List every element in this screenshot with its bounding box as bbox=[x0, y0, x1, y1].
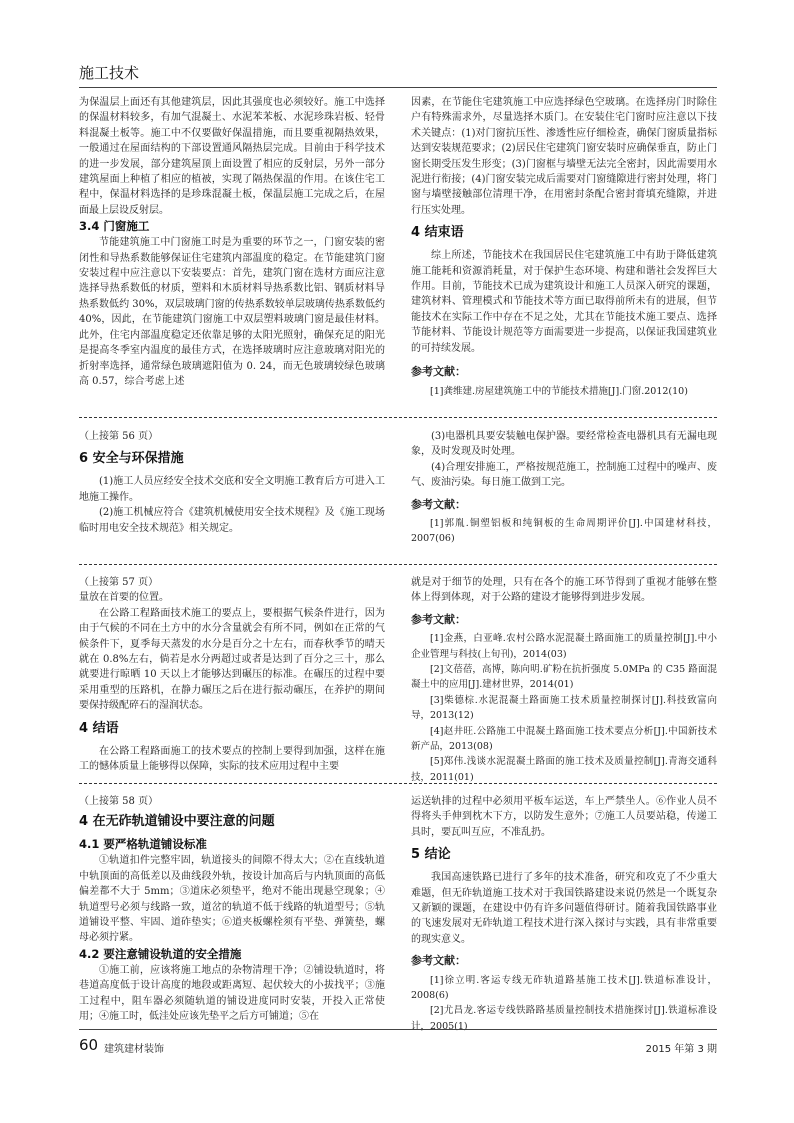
article4-right-continuation: 运送轨排的过程中必须用平板车运送，车上严禁坐人。⑥作业人员不得将头手伸到枕木下方，以防发生意外；⑦施工人员要站稳，传递工具时，要瓦叫互应，不准乱扔。 bbox=[411, 796, 717, 838]
article-divider bbox=[79, 783, 717, 784]
article3-right-continuation: 就是对于细节的处理，只有在各个的施工环节得到了重视才能够在整体上得到体现，对于公路的建设才能够得到进步发展。 bbox=[411, 577, 717, 604]
heading-5-conclusion: 5 结论 bbox=[411, 847, 451, 863]
article3-summary-paragraph: 在公路工程路面施工的技术要点的控制上要得到加强，这样在施工的憾体质量上能够得以保障，实际的技术应用过程中主要 bbox=[79, 745, 385, 773]
article4-left-column bbox=[79, 794, 385, 1024]
article1-intro-text: 为保温层上面还有其他建筑层，因此其强度也必须较好。施工中选择的保温材料较多，有加气混凝土、水泥苯苯板、水泥珍珠岩板、轻骨料混凝土板等。施工中不仅要做好保温措施，而且要重视隔热效果，一般通过在屋面结构的下部设置通风隔热层完成。目前由于科学技术的进一步发展，部分建筑屋顶上面设置了相应的反射层，另外一部分建筑屋面上种植了相应的植被，实现了隔热保温的作用。在该住宅工程中，保温材料选择的是珍珠混凝土板，保温层施工完成之后，在屋面最上层设反射层。 bbox=[79, 97, 385, 216]
article1-right-column bbox=[411, 95, 717, 399]
header-rule bbox=[79, 87, 717, 88]
heading-4-ballastless: 4 在无砟轨道铺设中要注意的问题 bbox=[79, 814, 275, 830]
article1-left-column bbox=[79, 95, 385, 389]
continued-from-note: （上接第 58 页） bbox=[79, 796, 159, 807]
reference-item: [1]金燕，白亚峰.农村公路水泥混凝土路面施工的质量控制[J].中小企业管理与科技(上旬刊)，2014(03) bbox=[411, 633, 717, 660]
article3-left-column bbox=[79, 575, 385, 774]
article-divider bbox=[79, 417, 717, 418]
article2-right-column bbox=[411, 429, 717, 547]
article3-right-column bbox=[411, 575, 717, 785]
article3-first-line: 量放在首要的位置。 bbox=[79, 592, 169, 604]
article3-paragraph: 在公路工程路面技术施工的要点上，要根据气候条件进行，因为由于气候的不同在土方中的水分含量就会有所不同，例如在正常的气候条件下，夏季每天蒸发的水分是百分之十左右，而春秋季节的晴天就在 0.8%左右，倘若是水分两超过或者是达到了百分之三十，那么就要进行晾晒 10 天以上才能够达到碾压的标准。在碾压的过程中要采用重型的压路机，在静力碾压之后在进行振动碾压，在养护的期间要保持级配碎石的湿润状态。 bbox=[79, 607, 385, 712]
safety-item-1: (1)施工人员应经安全技术交底和安全文明施工教育后方可进入工地施工操作。 bbox=[79, 476, 385, 503]
reference-item: [2]尤昌龙.客运专线铁路路基质量控制技术措施探讨[J].铁道标准设计，2005(1) bbox=[411, 1005, 717, 1032]
article4-conclusion-paragraph: 我国高速铁路已进行了多年的技术准备，研究和攻克了不少重大难题，但无砟轨道施工技术对于我国铁路建设来说仍然是一个既复杂又新颖的课题，在建设中仍有许多问题值得研讨。随着我国铁路事业的飞速发展对无砟轨道工程技术进行深入探讨与实践，具有非常重要的现实意义。 bbox=[411, 872, 717, 945]
article1-window-paragraph: 节能建筑施工中门窗施工时是为重要的环节之一，门窗安装的密闭性和导热系数能够保证住宅建筑内部温度的稳定。在节能建筑门窗安装过程中应注意以下安装要点：首先，建筑门窗在选材方面应注意选择导热系数低的材质，塑料和木质材料导热系数比铝、钢质材料导热系数低约 30%，双层玻璃门窗的传热系数较单层玻璃传热系数低约 40%，因此，在节能建筑门窗施工中双层塑料玻璃门窗是最佳材料。此外，住宅内部温度稳定还依靠足够的太阳光照射，确保充足的阳光是提高冬季室内温度的最佳方式，在选择玻璃时应注意玻璃对阳光的折射率选择，通常绿色玻璃遮阳值为 0. 24，而无色玻璃较绿色玻璃高 0.57，综合考虑上述 bbox=[79, 237, 385, 387]
track-standard-paragraph: ①轨道扣件完整牢固，轨道接头的间隙不得太大；②在直线轨道中轨顶面的高低差以及曲线段外轨，按设计加高后与内轨顶面的高低偏差都不大于 5mm；③道床必须垫平，绝对不能出现悬空现象；④轨道型号必须与线路一致，道岔的轨道不低于线路的轨道型号；⑤轨道铺设平整、牢固、道砟垫实；⑥道夹板螺栓须有平垫、弹簧垫，螺母必须拧紧。 bbox=[79, 855, 385, 944]
article3-references-title: 参考文献： bbox=[411, 612, 466, 626]
heading-3-4: 3.4 门窗施工 bbox=[79, 219, 150, 234]
issue-label: 2015 年第 3 期 bbox=[645, 1044, 717, 1055]
journal-name: 建筑建材装饰 bbox=[104, 1044, 164, 1055]
reference-item: [5]郑伟.浅谈水泥混凝土路面的施工技术及质量控制[J].青海交通科技，2011(01) bbox=[411, 756, 717, 783]
article2-references-title: 参考文献： bbox=[411, 497, 466, 511]
reference-item: [1]郭胤.铜塑铝板和纯铜板的生命周期评价[J].中国建材科技，2007(06) bbox=[411, 518, 717, 545]
heading-4-1: 4.1 要严格轨道铺设标准 bbox=[79, 837, 207, 852]
article-divider bbox=[79, 564, 717, 565]
footer-rule bbox=[79, 1029, 717, 1030]
safety-item-4: (4)合理安排施工，严格按规范施工，控制施工过程中的噪声、废气、废油污染。每日施工做到工完。 bbox=[411, 461, 717, 489]
article4-right-column bbox=[411, 794, 717, 1034]
article1-conclusion-paragraph: 综上所述，节能技术在我国居民住宅建筑施工中有助于降低建筑施工能耗和资源消耗量，对于保护生态环境、构建和谐社会发挥巨大作用。目前，节能技术已成为建筑设计和施工人员深入研究的课题，建筑材料、管理模式和节能技术等方面已取得前所未有的进展，但节能技术在实际工作中存在不足之处，尤其在节能技术施工要点、选择节能材料、节能设计规范等方面需要进一步提高，以保证我国建筑业的可持续发展。 bbox=[411, 250, 717, 354]
reference-item: [1]龚维建.房屋建筑施工中的节能技术措施[J].门窗.2012(10) bbox=[430, 385, 688, 397]
reference-item: [4]赵井旺.公路施工中混凝土路面施工技术要点分析[J].中国新技术新产品，2013(08) bbox=[411, 725, 717, 753]
track-safety-paragraph: ①施工前，应该将施工地点的杂物清理干净；②铺设轨道时，将巷道高度低于设计高度的地段或距离短、起伏较大的小拔找平；③施工过程中，阻车器必须随轨道的铺设进度同时安装，开投入正常使用；④施工时，低洼处应该先垫平之后方可铺道；⑤在 bbox=[79, 964, 385, 1023]
page-number: 60 bbox=[79, 1036, 99, 1054]
continued-from-note: （上接第 56 页） bbox=[79, 431, 159, 442]
heading-4-2: 4.2 要注意铺设轨道的安全措施 bbox=[79, 946, 242, 961]
reference-item: [1]徐立明.客运专线无砟轨道路基施工技术[J].铁道标准设计，2008(6) bbox=[411, 974, 717, 1002]
heading-4-summary: 4 结语 bbox=[79, 720, 119, 736]
reference-item: [2]文蓓蓓，高博，陈向明.矿粉在抗折强度 5.0MPa 的 C35 路面混凝土中的应用[J].建材世界，2014(01) bbox=[411, 664, 717, 691]
heading-4-conclusion: 4 结束语 bbox=[411, 225, 464, 241]
continued-from-note: （上接第 57 页） bbox=[79, 577, 159, 588]
heading-6-safety: 6 安全与环保措施 bbox=[79, 451, 184, 467]
article1-references-title: 参考文献： bbox=[411, 365, 466, 379]
safety-item-2: (2)施工机械应符合《建筑机械使用安全技术规程》及《施工现场临时用电安全技术规范》相关规定。 bbox=[79, 507, 385, 534]
article2-left-column bbox=[79, 429, 385, 536]
reference-item: [3]柴德棕.水泥混凝土路面施工技术质量控制探讨[J].科技致富向导，2013(12) bbox=[411, 694, 717, 722]
article1-right-continuation: 因素，在节能住宅建筑施工中应选择绿色空玻璃。在选择房门时除住户有特殊需求外，尽量选择木质门。在安装住宅门窗时应注意以下技术关键点：(1)对门窗抗压性、渗透性应仔细检查，确保门窗质量指标达到安装规范要求；(2)居民住宅建筑门窗安装时应确保垂直，防止门窗长期受压发生形变；(3)门窗框与墙壁无法完全密封，因此需要用水泥进行衔接；(4)门窗安装完成后需要对门窗缝隙进行密封处理，将门窗与墙壁接触部位清理干净，在用密封条配合密封膏填充缝隙，并进行压实处理。 bbox=[411, 97, 717, 216]
section-title: 施工技术 bbox=[79, 64, 140, 82]
safety-item-3: (3)电器机具要安装触电保护器。要经常检查电器机具有无漏电现象，及时发现及时处理。 bbox=[411, 431, 717, 458]
article4-references-title: 参考文献： bbox=[411, 954, 466, 968]
